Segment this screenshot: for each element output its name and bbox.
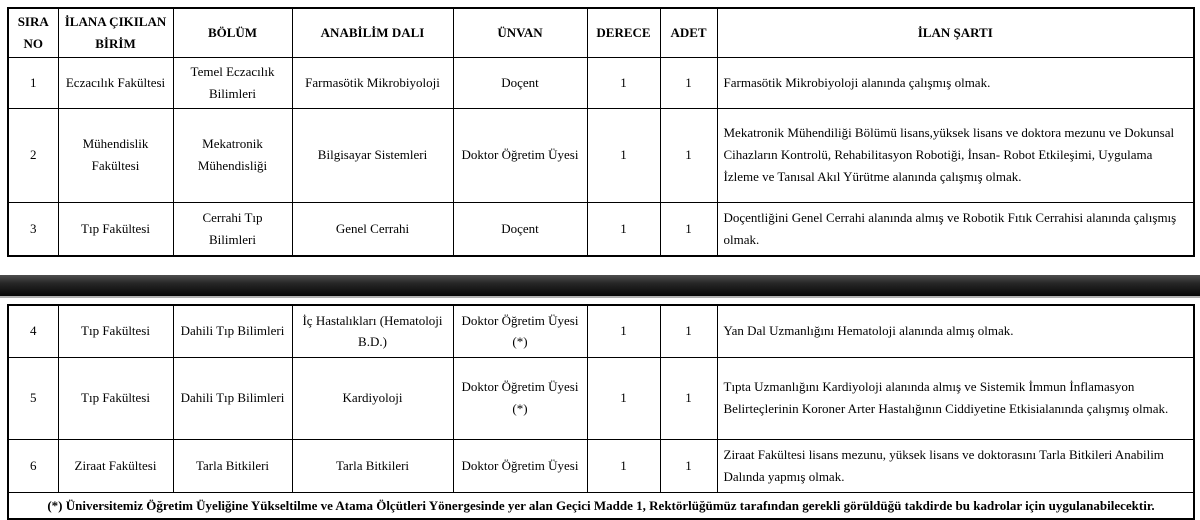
cell-bolum: Cerrahi Tıp Bilimleri [173,202,292,256]
cell-unvan: Doçent [453,202,587,256]
cell-adet: 1 [660,108,717,202]
table-row [8,202,1194,256]
cell-bolum: Temel Eczacılık Bilimleri [173,57,292,108]
footnote-text: (*) Üniversitemiz Öğretim Üyeliğine Yükseltilme ve Atama Ölçütleri Yönergesinde yer alan Geçici Madde 1, Rektörlüğümüz tarafından gerekli görüldüğü takdirde bu kadrolar için uygulanabilecektir. [8,492,1194,519]
positions-table-upper [7,7,1195,257]
cell-anabilim: Genel Cerrahi [292,202,453,256]
cell-anabilim: Farmasötik Mikrobiyoloji [292,57,453,108]
header-row [8,8,1194,57]
cell-anabilim: Bilgisayar Sistemleri [292,108,453,202]
cell-birim: Tıp Fakültesi [58,357,173,439]
col-header-unvan: ÜNVAN [453,8,587,57]
cell-sira-no: 1 [8,57,58,108]
cell-adet: 1 [660,357,717,439]
cell-birim: Ziraat Fakültesi [58,439,173,492]
cell-ilan-sarti: Doçentliğini Genel Cerrahi alanında almış ve Robotik Fıtık Cerrahisi alanında çalışmış olmak. [717,202,1194,256]
section-divider-bar [0,275,1200,298]
col-header-adet: ADET [660,8,717,57]
table-row [8,439,1194,492]
cell-ilan-sarti: Ziraat Fakültesi lisans mezunu, yüksek lisans ve doktorasını Tarla Bitkileri Anabilim Dalında yapmış olmak. [717,439,1194,492]
col-header-sira-no: SIRA NO [8,8,58,57]
cell-unvan: Doktor Öğretim Üyesi (*) [453,305,587,357]
table-row [8,305,1194,357]
col-header-bolum: BÖLÜM [173,8,292,57]
table-row [8,108,1194,202]
cell-derece: 1 [587,57,660,108]
cell-ilan-sarti: Mekatronik Mühendiliği Bölümü lisans,yüksek lisans ve doktora mezunu ve Dokunsal Cihazların Kontrolü, Rehabilitasyon Robotiği, İnsan- Robot Etkileşimi, Uygulama İzleme ve Tanısal Akıl Yürütme alanında çalışmış olmak. [717,108,1194,202]
cell-unvan: Doktor Öğretim Üyesi [453,108,587,202]
table-row [8,357,1194,439]
cell-bolum: Dahili Tıp Bilimleri [173,305,292,357]
cell-adet: 1 [660,202,717,256]
cell-derece: 1 [587,108,660,202]
cell-ilan-sarti: Yan Dal Uzmanlığını Hematoloji alanında almış olmak. [717,305,1194,357]
table-row [8,57,1194,108]
cell-bolum: Tarla Bitkileri [173,439,292,492]
col-header-ilan-sarti: İLAN ŞARTI [717,8,1194,57]
cell-unvan: Doktor Öğretim Üyesi (*) [453,357,587,439]
cell-unvan: Doktor Öğretim Üyesi [453,439,587,492]
cell-derece: 1 [587,305,660,357]
col-header-derece: DERECE [587,8,660,57]
cell-sira-no: 5 [8,357,58,439]
cell-ilan-sarti: Farmasötik Mikrobiyoloji alanında çalışmış olmak. [717,57,1194,108]
col-header-anabilim-dali: ANABİLİM DALI [292,8,453,57]
cell-anabilim: İç Hastalıkları (Hematoloji B.D.) [292,305,453,357]
footnote-row [8,492,1194,519]
cell-bolum: Dahili Tıp Bilimleri [173,357,292,439]
cell-adet: 1 [660,305,717,357]
cell-bolum: Mekatronik Mühendisliği [173,108,292,202]
cell-sira-no: 6 [8,439,58,492]
cell-derece: 1 [587,357,660,439]
cell-birim: Mühendislik Fakültesi [58,108,173,202]
cell-ilan-sarti: Tıpta Uzmanlığını Kardiyoloji alanında almış ve Sistemik İmmun İnflamasyon Belirteçlerinin Koroner Arter Hastalığının Ciddiyetine Etkisialanında çalışmış olmak. [717,357,1194,439]
col-header-ilana-cikilan-birim: İLANA ÇIKILAN BİRİM [58,8,173,57]
cell-birim: Tıp Fakültesi [58,202,173,256]
positions-table-lower [7,304,1195,520]
cell-birim: Eczacılık Fakültesi [58,57,173,108]
cell-adet: 1 [660,439,717,492]
cell-birim: Tıp Fakültesi [58,305,173,357]
cell-sira-no: 3 [8,202,58,256]
cell-anabilim: Tarla Bitkileri [292,439,453,492]
cell-derece: 1 [587,202,660,256]
cell-sira-no: 2 [8,108,58,202]
cell-anabilim: Kardiyoloji [292,357,453,439]
cell-unvan: Doçent [453,57,587,108]
cell-derece: 1 [587,439,660,492]
cell-sira-no: 4 [8,305,58,357]
cell-adet: 1 [660,57,717,108]
